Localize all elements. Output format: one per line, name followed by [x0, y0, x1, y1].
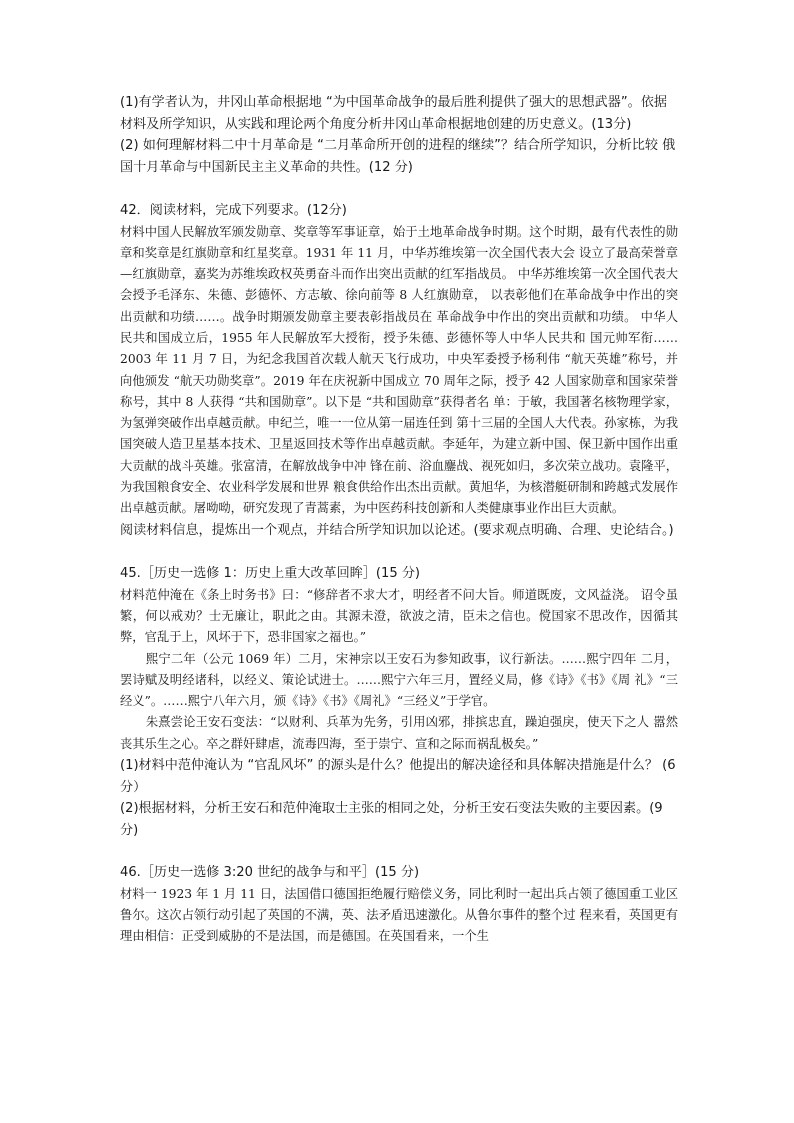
spacer	[120, 178, 678, 200]
section-45	[120, 563, 678, 841]
question-45-1: (1)材料中范仲淹认为 “官乱风坏” 的源头是什么？他提出的解决途径和具体解决措施是什么？ (6 分）	[120, 758, 676, 795]
question-41-1: (1)有学者认为，井冈山革命根据地 “为中国革命战争的最后胜利提供了强大的思想武器”。依据材料及所学知识，从实践和理论两个角度分析井冈山革命根据地创建的历史意义。(13分)	[120, 95, 667, 132]
question-45-2: (2)根据材料，分析王安石和范仲淹取士主张的相同之处，分析王安石变法失败的主要因素。(9 分)	[120, 801, 663, 838]
question-42-task: 阅读材料信息，提炼出一个观点，并结合所学知识加以论述。(要求观点明确、合理、史论结合。)	[120, 522, 674, 538]
question-42-heading: 42．阅读材料，完成下列要求。(12分)	[120, 203, 347, 218]
question-42-material: 材料中国人民解放军颁发勋章、奖章等军事证章，始于土地革命战争时期。这个时期，最有代表性的勋章和奖章是红旗勋章和红星奖章。1931 年 11 月，中华苏维埃第一次全国代表大会 设立了最高荣誉章—红旗勋章，嘉奖为苏维埃政权英勇奋斗而作出突出贡献的红军指战员。 中华苏维埃第一次全国代表大会授予毛泽东、朱德、彭德怀、方志敏、徐向前等 8 人红旗勋章， 以表彰他们在革命战争中作出的突出贡献和功绩……。战争时期颁发勋章主要表彰指战员在 革命战争中作出的突出贡献和功绩。 中华人民共和国成立后，1955 年人民解放军大授衔，授予朱德、彭德怀等人中华人民共和 国元帅军衔……2003 年 11 月 7 日，为纪念我国首次载人航天飞行成功，中央军委授予杨利伟 “航天英雄”称号，并向他颁发 “航天功勋奖章”。2019 年在庆祝新中国成立 70 周年之际，授予 42 人国家勋章和国家荣誉称号，其中 8 人获得 “共和国勋章”。以下是 “共和国勋章”获得者名 单：于敏，我国著名核物理学家，为氢弹突破作出卓越贡献。申纪兰，唯一一位从第一届连任到 第十三届的全国人大代表。孙家栋，为我国突破人造卫星基本技术、卫星返回技术等作出卓越贡献。李延年，为建立新中国、保卫新中国作出重大贡献的战斗英雄。张富清，在解放战争中冲 锋在前、浴血鏖战、视死如归，多次荣立战功。袁隆平，为我国粮食安全、农业科学发展和世界 粮食供给作出杰出贡献。黄旭华，为核潜艇研制和跨越式发展作出卓越贡献。屠呦呦，研究发现了青蒿素，为中医药科技创新和人类健康事业作出巨大贡献。	[120, 224, 678, 516]
section-42	[120, 200, 678, 541]
question-45-material-1: 材料范仲淹在《条上时务书》曰：“修辞者不求大才，明经者不问大旨。师道既废，文风益浇。 诏令虽繁，何以戒劝？士无廉让，职此之由。其源未澄，欲波之清，臣未之信也。傥国家不思改作，因循其弊，官乱于上，风坏于下，恐非国家之福也。”	[120, 587, 678, 645]
question-46-material: 材料一 1923 年 1 月 11 日，法国借口德国拒绝履行赔偿义务，同比利时一起出兵占领了德国重工业区鲁尔。这次占领行动引起了英国的不满，英、法矛盾迅速激化。从鲁尔事件的整个过 程来看，英国更有理由相信：正受到威胁的不是法国，而是德国。在英国看来，一个生	[120, 886, 678, 944]
question-45-heading: 45.［历史一选修 1：历史上重大改革回眸］(15 分)	[120, 566, 421, 582]
section-46	[120, 862, 678, 947]
question-45-material-3: 朱熹尝论王安石变法：“以财利、兵革为先务，引用凶邪，排摈忠直，躁迫强戾，使天下之人 嚣然丧其乐生之心。卒之群奸肆虐，流毒四海，至于崇宁、宣和之际而祸乱极矣。”	[120, 715, 678, 751]
section-41-questions	[120, 92, 678, 178]
question-41-2: (2) 如何理解材料二中十月革命是 “二月革命所开创的进程的继续”？结合所学知识，分析比较 俄国十月革命与中国新民主主义革命的共性。(12 分)	[120, 138, 676, 175]
spacer	[120, 541, 678, 563]
content-column	[120, 92, 678, 947]
spacer	[120, 841, 678, 862]
question-45-material-2: 熙宁二年（公元 1069 年）二月，宋神宗以王安石为参知政事，议行新法。……熙宁四年 二月，罢诗赋及明经诸科，以经义、策论试进士。……熙宁六年三月，置经义局，修《诗》《书》《周 礼》“三经义”。……熙宁八年六月，颁《诗》《书》《周礼》“三经义”于学官。	[120, 651, 678, 709]
question-46-heading: 46.［历史一选修 3:20 世纪的战争与和平］(15 分)	[120, 865, 420, 881]
